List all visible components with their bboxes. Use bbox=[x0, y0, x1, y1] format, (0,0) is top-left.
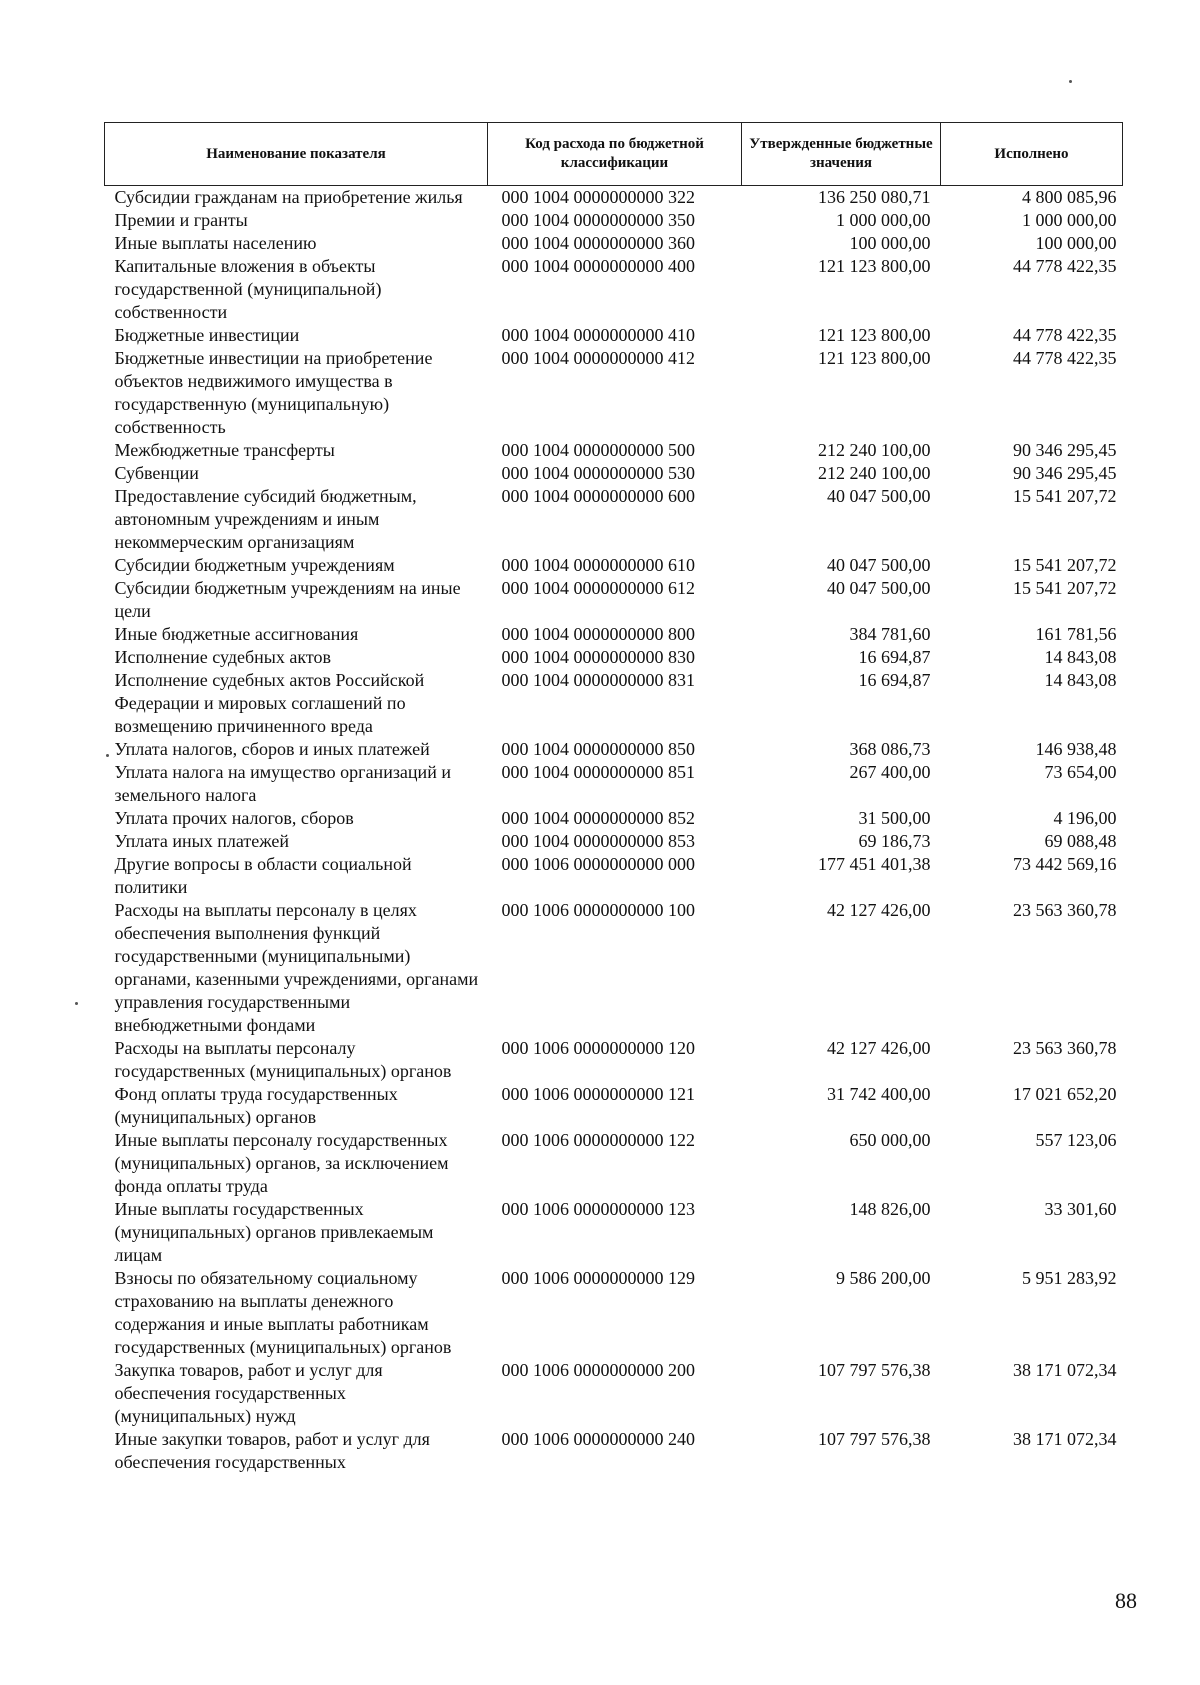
row-indicator-name: Расходы на выплаты персоналу государственных (муниципальных) органов bbox=[114, 1038, 452, 1081]
table-row bbox=[105, 899, 1123, 1037]
row-indicator-name: Иные выплаты государственных (муниципальных) органов привлекаемым лицам bbox=[114, 1199, 434, 1265]
row-expense-code: 000 1004 0000000000 322 bbox=[501, 187, 695, 207]
row-executed-value: 15 541 207,72 bbox=[1013, 486, 1117, 506]
table-row bbox=[105, 1083, 1123, 1129]
table-row bbox=[105, 761, 1123, 807]
table-row bbox=[105, 186, 1123, 210]
row-approved-value: 650 000,00 bbox=[849, 1130, 931, 1150]
row-executed-value: 90 346 295,45 bbox=[1013, 463, 1117, 483]
row-indicator-name: Взносы по обязательному социальному страхованию на выплаты денежного содержания и иные выплаты работникам государственных (муниципальных) органов bbox=[114, 1268, 452, 1357]
table-row bbox=[105, 853, 1123, 899]
row-approved-value: 9 586 200,00 bbox=[836, 1268, 931, 1288]
row-indicator-name: Иные выплаты персоналу государственных (муниципальных) органов, за исключением фонда оплаты труда bbox=[114, 1130, 449, 1196]
table-row bbox=[105, 439, 1123, 462]
row-expense-code: 000 1006 0000000000 120 bbox=[501, 1038, 695, 1058]
row-indicator-name: Уплата иных платежей bbox=[114, 831, 290, 851]
row-indicator-name: Субсидии гражданам на приобретение жилья bbox=[114, 187, 463, 207]
row-approved-value: 42 127 426,00 bbox=[827, 1038, 931, 1058]
row-approved-value: 384 781,60 bbox=[849, 624, 931, 644]
row-expense-code: 000 1006 0000000000 121 bbox=[501, 1084, 695, 1104]
row-expense-code: 000 1006 0000000000 123 bbox=[501, 1199, 695, 1219]
row-indicator-name: Расходы на выплаты персоналу в целях обеспечения выполнения функций государственными (муниципальными) органами, казенными учреждениями, органами управления государственными внебюджетными фондами bbox=[114, 900, 479, 1035]
table-row bbox=[105, 623, 1123, 646]
row-approved-value: 31 500,00 bbox=[858, 808, 931, 828]
row-expense-code: 000 1006 0000000000 240 bbox=[501, 1429, 695, 1449]
table-row bbox=[105, 232, 1123, 255]
table-row bbox=[105, 209, 1123, 232]
row-indicator-name: Бюджетные инвестиции bbox=[114, 325, 300, 345]
row-indicator-name: Иные бюджетные ассигнования bbox=[114, 624, 359, 644]
row-executed-value: 15 541 207,72 bbox=[1013, 578, 1117, 598]
row-approved-value: 212 240 100,00 bbox=[818, 463, 931, 483]
row-approved-value: 121 123 800,00 bbox=[818, 348, 931, 368]
row-expense-code: 000 1004 0000000000 360 bbox=[501, 233, 695, 253]
row-indicator-name: Премии и гранты bbox=[114, 210, 248, 230]
row-executed-value: 161 781,56 bbox=[1035, 624, 1117, 644]
table-header-row bbox=[105, 123, 1123, 186]
table-row bbox=[105, 347, 1123, 439]
row-executed-value: 23 563 360,78 bbox=[1013, 1038, 1117, 1058]
row-expense-code: 000 1006 0000000000 000 bbox=[501, 854, 695, 874]
row-indicator-name: Уплата налогов, сборов и иных платежей bbox=[114, 739, 430, 759]
row-executed-value: 38 171 072,34 bbox=[1013, 1429, 1117, 1449]
row-indicator-name: Закупка товаров, работ и услуг для обеспечения государственных (муниципальных) нужд bbox=[114, 1360, 383, 1426]
row-indicator-name: Уплата налога на имущество организаций и земельного налога bbox=[114, 762, 451, 805]
row-executed-value: 557 123,06 bbox=[1035, 1130, 1117, 1150]
row-approved-value: 121 123 800,00 bbox=[818, 256, 931, 276]
row-executed-value: 73 654,00 bbox=[1044, 762, 1117, 782]
row-expense-code: 000 1004 0000000000 612 bbox=[501, 578, 695, 598]
row-executed-value: 146 938,48 bbox=[1035, 739, 1117, 759]
row-expense-code: 000 1004 0000000000 831 bbox=[501, 670, 695, 690]
scan-speck bbox=[106, 754, 109, 757]
row-executed-value: 15 541 207,72 bbox=[1013, 555, 1117, 575]
table-row bbox=[105, 324, 1123, 347]
row-indicator-name: Фонд оплаты труда государственных (муниципальных) органов bbox=[114, 1084, 398, 1127]
row-expense-code: 000 1004 0000000000 850 bbox=[501, 739, 695, 759]
page-number: 88 bbox=[1115, 1588, 1137, 1613]
row-executed-value: 5 951 283,92 bbox=[1022, 1268, 1117, 1288]
row-indicator-name: Другие вопросы в области социальной политики bbox=[114, 854, 412, 897]
table-row bbox=[105, 830, 1123, 853]
scan-speck bbox=[75, 1002, 78, 1005]
row-approved-value: 31 742 400,00 bbox=[827, 1084, 931, 1104]
row-indicator-name: Иные закупки товаров, работ и услуг для обеспечения государственных bbox=[114, 1429, 430, 1472]
row-expense-code: 000 1004 0000000000 800 bbox=[501, 624, 695, 644]
row-approved-value: 1 000 000,00 bbox=[836, 210, 931, 230]
row-expense-code: 000 1004 0000000000 853 bbox=[501, 831, 695, 851]
table-row bbox=[105, 462, 1123, 485]
row-indicator-name: Исполнение судебных актов bbox=[114, 647, 332, 667]
row-executed-value: 73 442 569,16 bbox=[1013, 854, 1117, 874]
row-expense-code: 000 1004 0000000000 610 bbox=[501, 555, 695, 575]
budget-execution-table bbox=[104, 122, 1123, 1474]
row-approved-value: 69 186,73 bbox=[858, 831, 931, 851]
table-row bbox=[105, 1037, 1123, 1083]
row-approved-value: 136 250 080,71 bbox=[818, 187, 931, 207]
row-indicator-name: Капитальные вложения в объекты государственной (муниципальной) собственности bbox=[114, 256, 382, 322]
row-approved-value: 40 047 500,00 bbox=[827, 555, 931, 575]
row-expense-code: 000 1006 0000000000 200 bbox=[501, 1360, 695, 1380]
table-row bbox=[105, 1428, 1123, 1474]
row-expense-code: 000 1004 0000000000 410 bbox=[501, 325, 695, 345]
row-approved-value: 121 123 800,00 bbox=[818, 325, 931, 345]
row-executed-value: 4 196,00 bbox=[1053, 808, 1117, 828]
table-row bbox=[105, 1129, 1123, 1198]
scan-speck bbox=[1069, 80, 1072, 83]
table-row bbox=[105, 577, 1123, 623]
row-expense-code: 000 1004 0000000000 600 bbox=[501, 486, 695, 506]
table-row bbox=[105, 738, 1123, 761]
row-executed-value: 23 563 360,78 bbox=[1013, 900, 1117, 920]
row-expense-code: 000 1006 0000000000 122 bbox=[501, 1130, 695, 1150]
row-approved-value: 16 694,87 bbox=[858, 670, 931, 690]
row-approved-value: 42 127 426,00 bbox=[827, 900, 931, 920]
row-approved-value: 40 047 500,00 bbox=[827, 578, 931, 598]
row-approved-value: 177 451 401,38 bbox=[818, 854, 931, 874]
header-expense-code: Код расхода по бюджетной классификации bbox=[488, 123, 742, 186]
row-executed-value: 4 800 085,96 bbox=[1022, 187, 1117, 207]
row-expense-code: 000 1004 0000000000 412 bbox=[501, 348, 695, 368]
row-expense-code: 000 1004 0000000000 851 bbox=[501, 762, 695, 782]
row-indicator-name: Субвенции bbox=[114, 463, 199, 483]
row-approved-value: 148 826,00 bbox=[849, 1199, 931, 1219]
row-executed-value: 100 000,00 bbox=[1035, 233, 1117, 253]
row-executed-value: 14 843,08 bbox=[1044, 670, 1117, 690]
row-indicator-name: Исполнение судебных актов Российской Федерации и мировых соглашений по возмещению причиненного вреда bbox=[114, 670, 425, 736]
table-row bbox=[105, 646, 1123, 669]
table-row bbox=[105, 1267, 1123, 1359]
row-executed-value: 90 346 295,45 bbox=[1013, 440, 1117, 460]
row-expense-code: 000 1004 0000000000 500 bbox=[501, 440, 695, 460]
header-indicator-name: Наименование показателя bbox=[105, 123, 488, 186]
row-indicator-name: Иные выплаты населению bbox=[114, 233, 317, 253]
row-executed-value: 44 778 422,35 bbox=[1013, 256, 1117, 276]
row-expense-code: 000 1004 0000000000 400 bbox=[501, 256, 695, 276]
row-expense-code: 000 1006 0000000000 100 bbox=[501, 900, 695, 920]
row-expense-code: 000 1004 0000000000 530 bbox=[501, 463, 695, 483]
table-row bbox=[105, 1359, 1123, 1428]
row-indicator-name: Субсидии бюджетным учреждениям на иные цели bbox=[114, 578, 461, 621]
row-approved-value: 107 797 576,38 bbox=[818, 1429, 931, 1449]
row-expense-code: 000 1006 0000000000 129 bbox=[501, 1268, 695, 1288]
row-approved-value: 100 000,00 bbox=[849, 233, 931, 253]
row-executed-value: 44 778 422,35 bbox=[1013, 348, 1117, 368]
row-executed-value: 1 000 000,00 bbox=[1022, 210, 1117, 230]
header-approved-values: Утвержденные бюджетные значения bbox=[742, 123, 941, 186]
table-row bbox=[105, 485, 1123, 554]
row-expense-code: 000 1004 0000000000 852 bbox=[501, 808, 695, 828]
row-executed-value: 17 021 652,20 bbox=[1013, 1084, 1117, 1104]
row-indicator-name: Уплата прочих налогов, сборов bbox=[114, 808, 354, 828]
row-expense-code: 000 1004 0000000000 350 bbox=[501, 210, 695, 230]
table-row bbox=[105, 255, 1123, 324]
table-row bbox=[105, 554, 1123, 577]
row-indicator-name: Межбюджетные трансферты bbox=[114, 440, 335, 460]
row-approved-value: 267 400,00 bbox=[849, 762, 931, 782]
row-approved-value: 368 086,73 bbox=[849, 739, 931, 759]
row-executed-value: 38 171 072,34 bbox=[1013, 1360, 1117, 1380]
row-indicator-name: Субсидии бюджетным учреждениям bbox=[114, 555, 395, 575]
header-executed: Исполнено bbox=[941, 123, 1123, 186]
table-row bbox=[105, 1198, 1123, 1267]
row-indicator-name: Предоставление субсидий бюджетным, автономным учреждениям и иным некоммерческим организациям bbox=[114, 486, 417, 552]
row-approved-value: 40 047 500,00 bbox=[827, 486, 931, 506]
row-executed-value: 69 088,48 bbox=[1044, 831, 1117, 851]
row-indicator-name: Бюджетные инвестиции на приобретение объектов недвижимого имущества в государственную (муниципальную) собственность bbox=[114, 348, 433, 437]
table-row bbox=[105, 807, 1123, 830]
row-expense-code: 000 1004 0000000000 830 bbox=[501, 647, 695, 667]
row-approved-value: 212 240 100,00 bbox=[818, 440, 931, 460]
row-executed-value: 44 778 422,35 bbox=[1013, 325, 1117, 345]
row-executed-value: 33 301,60 bbox=[1044, 1199, 1117, 1219]
row-approved-value: 16 694,87 bbox=[858, 647, 931, 667]
row-executed-value: 14 843,08 bbox=[1044, 647, 1117, 667]
row-approved-value: 107 797 576,38 bbox=[818, 1360, 931, 1380]
table-row bbox=[105, 669, 1123, 738]
